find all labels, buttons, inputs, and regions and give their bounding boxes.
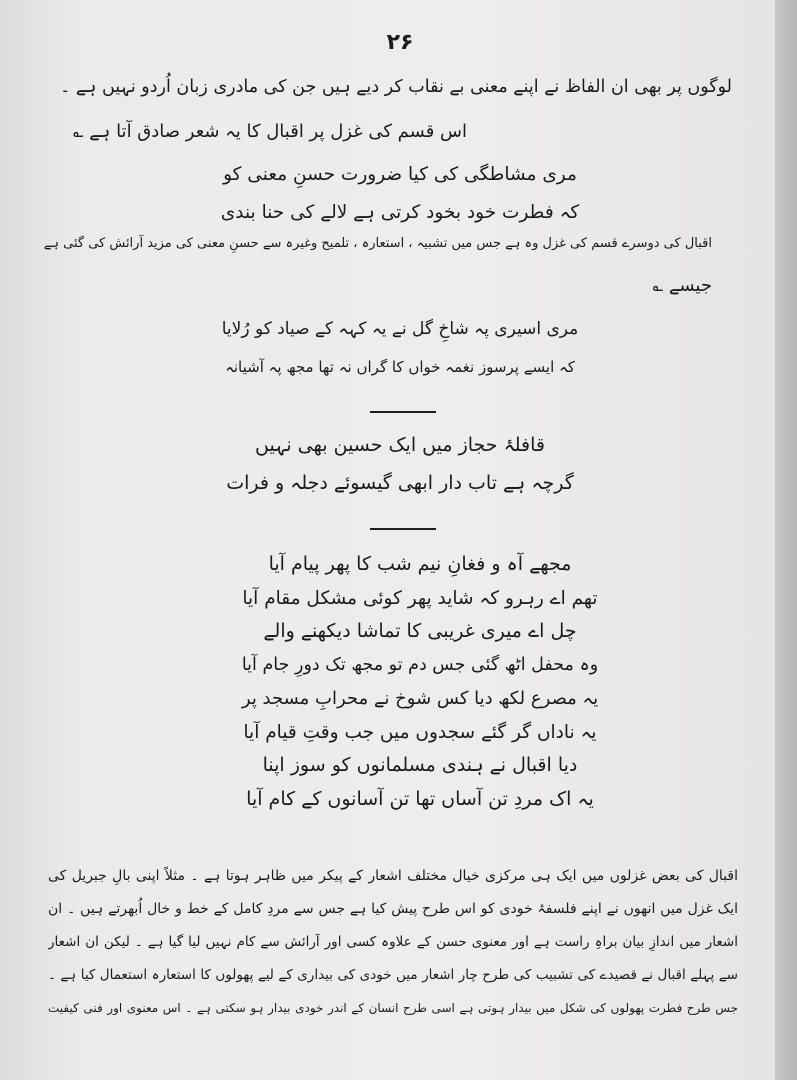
- verse: تھم اے رہرو کہ شاید پھر کوئی مشکل مقام آیا: [242, 587, 598, 609]
- verse: مری مشاطگی کی کیا ضرورت حسنِ معنی کو: [223, 164, 577, 185]
- paragraph-line: اقبال کی بعض غزلوں میں ایک ہی مرکزی خیال مختلف اشعار کے پیکر میں ظاہر ہوتا ہے ۔ مثلاً اپنی بالِ جبریل کی: [48, 868, 738, 884]
- verse: یہ ناداں گر گئے سجدوں میں جب وقتِ قیام آیا: [243, 721, 597, 743]
- paragraph-line: اشعار میں اندازِ بیان براہِ راست ہے اور معنوی حسن کے علاوہ کسی اور آرائش سے کام نہیں لیا گیا ہے ۔ لیکن ان اشعار: [48, 934, 738, 950]
- body-line: اقبال کی دوسرے قسم کی غزل وہ ہے جس میں تشبیہ ، استعارہ ، تلمیح وغیرہ سے حسنِ معنی کی مزید آرائش کی گئی ہے: [43, 236, 712, 251]
- verse: کہ فطرت خود بخود کرتی ہے لالے کی حنا بندی: [220, 202, 580, 223]
- page-number: ۲۶: [386, 30, 414, 55]
- verse: وہ محفل اٹھ گئی جس دم تو مجھ تک دورِ جام آیا: [241, 654, 599, 675]
- intro-line: اس قسم کی غزل پر اقبال کا یہ شعر صادق آتا ہے ؎: [72, 121, 467, 142]
- closing-paragraph: [48, 860, 738, 1025]
- verse: یہ اک مردِ تن آساں تھا تن آسانوں کے کام آیا: [246, 787, 594, 810]
- paragraph-line: جس طرح فطرت پھولوں کی شکل میں بیدار ہوتی ہے اسی طرح انسان کے اندر خودی بیدار ہو سکتی ہے ۔ اس معنوی اور فنی کیفیت: [48, 1001, 738, 1015]
- verse: قافلۂ حجاز میں ایک حسین بھی نہیں: [255, 434, 545, 456]
- verse: چل اے میری غریبی کا تماشا دیکھنے والے: [263, 620, 577, 642]
- couplet-1: [220, 156, 580, 232]
- paragraph-line: ایک غزل میں انھوں نے اپنے فلسفۂ خودی کو اس طرح پیش کیا ہے جس سے مردِ کامل کے خط و خال اُبھرتے ہیں ۔ ان: [48, 901, 738, 917]
- section-divider: [370, 411, 436, 413]
- paragraph-line: سے پہلے اقبال نے قصیدے کی تشبیب کی طرح چار اشعار میں خودی کی بیداری کے لیے پھولوں کا استعارہ استعمال کیا ہے ۔: [48, 967, 738, 983]
- page-edge: [775, 0, 797, 1080]
- verse: یہ مصرع لکھ دیا کس شوخ نے محرابِ مسجد پر: [241, 688, 599, 709]
- intro-line: لوگوں پر بھی ان الفاظ نے اپنے معنی بے نقاب کر دیے ہیں جن کی مادری زبان اُردو نہیں ہے ۔: [60, 77, 732, 97]
- body-line: جیسے ؎: [652, 275, 712, 296]
- verse: دیا اقبال نے ہندی مسلمانوں کو سوز اپنا: [262, 754, 578, 776]
- couplet-2: [220, 310, 580, 386]
- verse: کہ ایسے پرسوز نغمہ خواں کا گراں نہ تھا مجھ پہ آشیانہ: [225, 358, 575, 376]
- verse: مجھے آہ و فغانِ نیم شب کا پھر پیام آیا: [268, 553, 572, 575]
- ghazal: [240, 548, 600, 816]
- verse: گرچہ ہے تاب دار ابھی گیسوئے دجلہ و فرات: [226, 472, 574, 494]
- verse: مری اسیری پہ شاخِ گل نے یہ کہہ کے صیاد کو رُلایا: [221, 319, 579, 339]
- couplet-3: [220, 426, 580, 502]
- section-divider: [370, 528, 436, 530]
